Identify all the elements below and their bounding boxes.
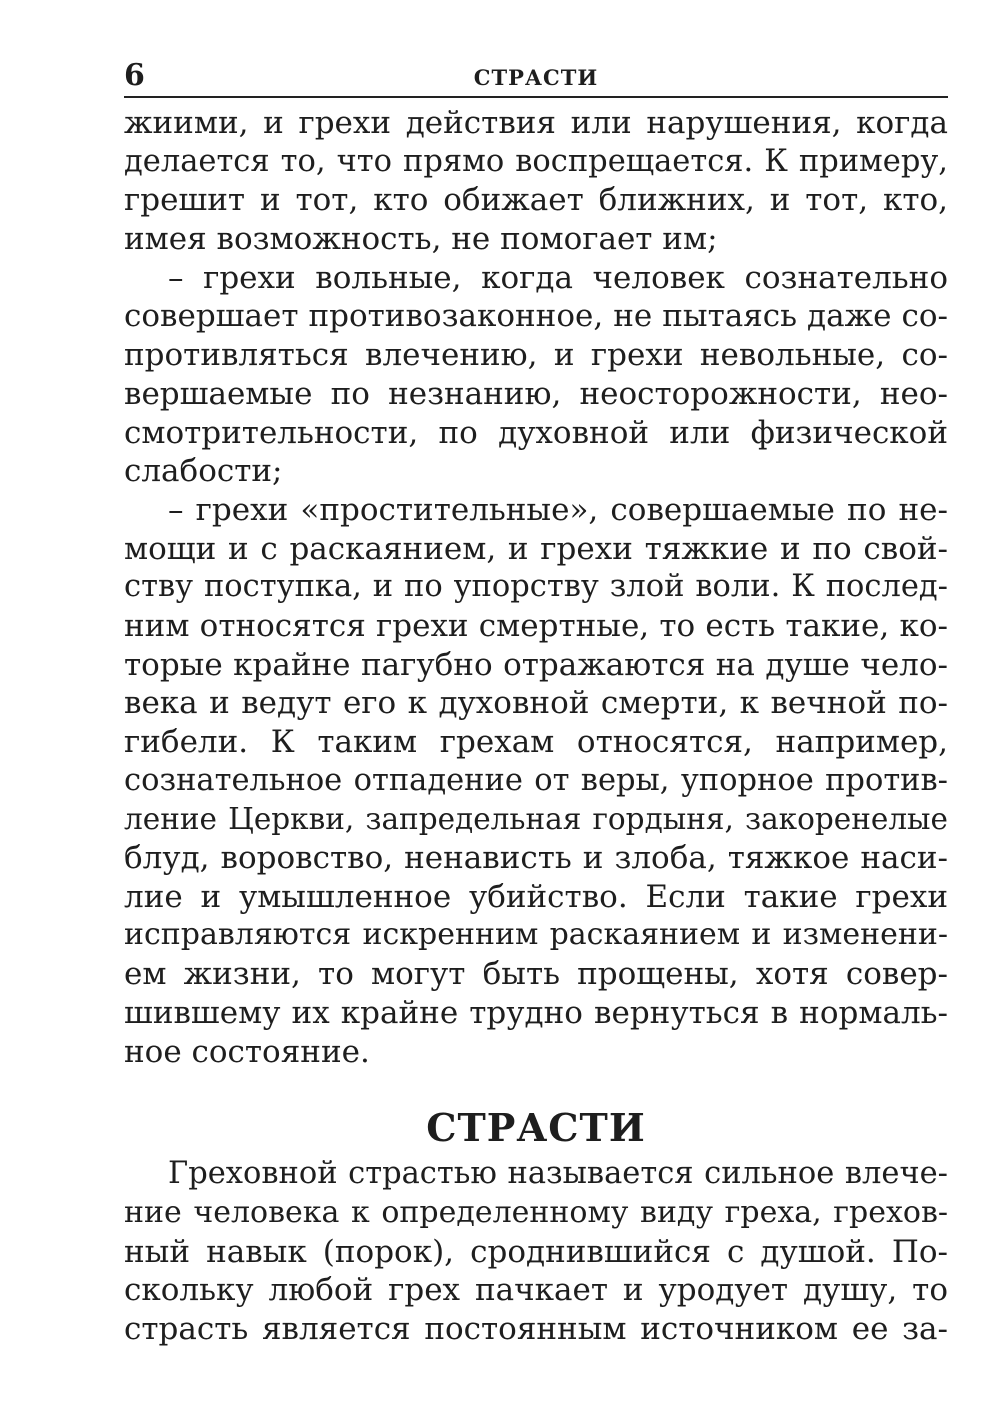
running-header: [124, 58, 948, 98]
text-line: ление Церкви, запредельная гордыня, закоренелые: [124, 802, 948, 837]
text-line: века и ведут его к духовной смерти, к вечной по-: [124, 685, 948, 722]
text-line: – грехи вольные, когда человек сознательно: [168, 259, 948, 296]
text-line: ние человека к определенному виду греха, грехов-: [124, 1194, 948, 1230]
text-line: слабости;: [124, 453, 283, 490]
section-title: СТРАСТИ: [426, 1105, 646, 1151]
text-line: грешит и тот, кто обижает ближних, и тот, кто,: [124, 182, 948, 219]
text-line: скольку любой грех пачкает и уродует душу, то: [124, 1272, 948, 1309]
text-line: блуд, воровство, ненависть и злоба, тяжкое наси-: [124, 840, 948, 877]
text-line: ним относятся грехи смертные, то есть такие, ко-: [124, 607, 948, 644]
text-line: противляться влечению, и грехи невольные, со-: [124, 337, 948, 374]
text-line: – грехи «простительные», совершаемые по не-: [168, 491, 948, 528]
text-line: имея возможность, не помогает им;: [124, 221, 718, 258]
text-line: сознательное отпадение от веры, упорное против-: [124, 762, 948, 798]
text-line: шившему их крайне трудно вернуться в нормаль-: [124, 994, 948, 1031]
text-line: гибели. К таким грехам относятся, например,: [124, 724, 948, 760]
paragraph-1: [124, 104, 948, 259]
text-line: Греховной страстью называется сильное влече-: [168, 1156, 948, 1192]
text-line: исправляются искренним раскаянием и изменени-: [124, 917, 948, 953]
text-line: ное состояние.: [124, 1033, 370, 1070]
book-page: [124, 58, 948, 1349]
text-line: ем жизни, то могут быть прощены, хотя совер-: [124, 956, 948, 993]
page-number: 6: [124, 58, 145, 93]
paragraph-2: [124, 259, 948, 491]
text-line: совершает противозаконное, не пытаясь даже со-: [124, 298, 948, 335]
text-line: мощи и с раскаянием, и грехи тяжкие и по свой-: [124, 530, 948, 567]
text-line: смотрительности, по духовной или физической: [124, 414, 948, 451]
text-line: жиими, и грехи действия или нарушения, когда: [124, 105, 948, 141]
body-text: [124, 104, 948, 1349]
paragraph-3: [124, 491, 948, 1071]
text-line: вершаемые по незнанию, неосторожности, нео-: [124, 375, 948, 412]
text-line: страсть является постоянным источником ее за-: [124, 1310, 948, 1347]
text-line: ный навык (порок), сроднившийся с душой. По-: [124, 1233, 948, 1270]
text-line: торые крайне пагубно отражаются на душе чело-: [124, 646, 948, 683]
text-line: ству поступка, и по упорству злой воли. К послед-: [124, 569, 948, 605]
running-title: СТРАСТИ: [473, 65, 599, 90]
paragraph-4: [124, 1155, 948, 1348]
text-line: лие и умышленное убийство. Если такие грехи: [124, 878, 948, 915]
text-line: делается то, что прямо воспрещается. К примеру,: [124, 143, 948, 179]
